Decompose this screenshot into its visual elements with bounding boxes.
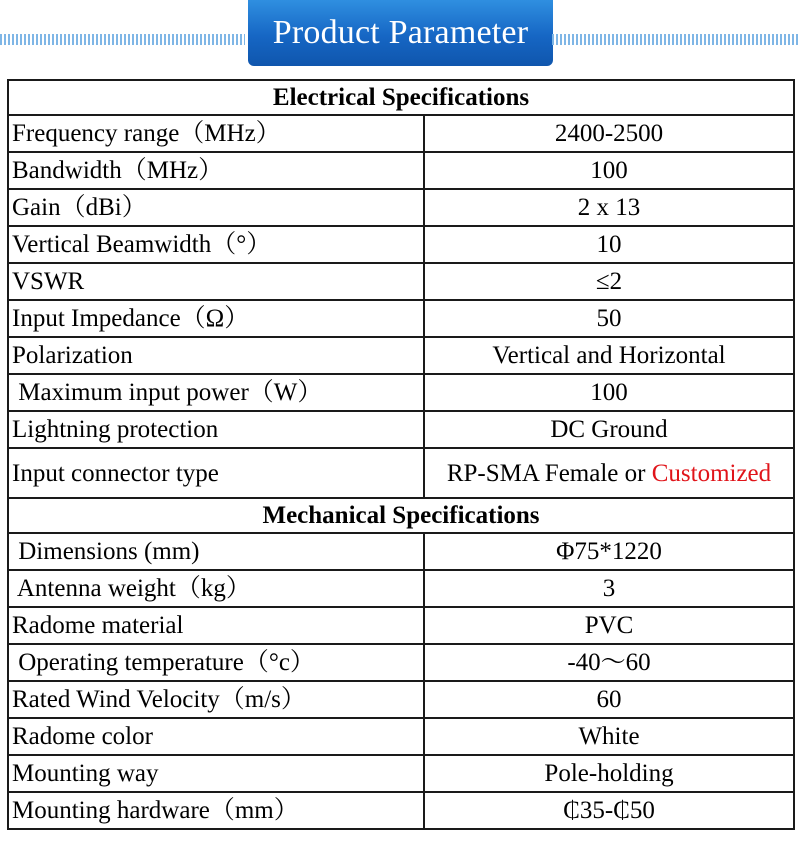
spec-value: 100: [424, 374, 794, 411]
spec-value: 3: [424, 570, 794, 607]
spec-label: Polarization: [8, 337, 424, 374]
spec-label: Input connector type: [8, 448, 424, 498]
spec-label: Maximum input power（W）: [8, 374, 424, 411]
decorative-stripes-right: [552, 34, 800, 45]
spec-value: 60: [424, 681, 794, 718]
spec-value: DC Ground: [424, 411, 794, 448]
title-box: [248, 0, 553, 66]
spec-label: Bandwidth（MHz）: [8, 152, 424, 189]
table-row: [8, 300, 794, 337]
spec-value: ₵35-₵50: [424, 792, 794, 829]
spec-label: Mounting hardware（mm）: [8, 792, 424, 829]
table-row: [8, 189, 794, 226]
table-row: [8, 718, 794, 755]
spec-label: Rated Wind Velocity（m/s）: [8, 681, 424, 718]
table-row: [8, 755, 794, 792]
section-header-mechanical: [8, 498, 794, 533]
spec-value: 50: [424, 300, 794, 337]
spec-value: -40～60: [424, 644, 794, 681]
spec-value: Pole-holding: [424, 755, 794, 792]
spec-table: [7, 79, 795, 830]
table-row: [8, 226, 794, 263]
spec-label: Mounting way: [8, 755, 424, 792]
spec-label: Radome material: [8, 607, 424, 644]
table-row: [8, 152, 794, 189]
spec-label: Gain（dBi）: [8, 189, 424, 226]
spec-label: VSWR: [8, 263, 424, 300]
decorative-stripes-left: [0, 34, 245, 45]
table-row: [8, 115, 794, 152]
table-row: [8, 411, 794, 448]
spec-value: 2400-2500: [424, 115, 794, 152]
section-heading: Mechanical Specifications: [8, 498, 794, 533]
table-row: [8, 607, 794, 644]
spec-label: Frequency range（MHz）: [8, 115, 424, 152]
table-row: [8, 681, 794, 718]
spec-value: 2 x 13: [424, 189, 794, 226]
table-row: [8, 374, 794, 411]
table-row: [8, 644, 794, 681]
spec-value: White: [424, 718, 794, 755]
table-row: [8, 337, 794, 374]
spec-label: Vertical Beamwidth（°）: [8, 226, 424, 263]
table-row: [8, 263, 794, 300]
spec-value: PVC: [424, 607, 794, 644]
spec-value: ≤2: [424, 263, 794, 300]
customized-highlight: Customized: [651, 459, 772, 487]
section-heading: Electrical Specifications: [8, 80, 794, 115]
table-row: [8, 570, 794, 607]
spec-value: [424, 448, 794, 498]
spec-value: Vertical and Horizontal: [424, 337, 794, 374]
spec-value: 100: [424, 152, 794, 189]
table-row: [8, 448, 794, 498]
connector-value-text: RP-SMA Female or: [446, 459, 652, 487]
spec-label: Antenna weight（kg）: [8, 570, 424, 607]
spec-label: Operating temperature（°c）: [8, 644, 424, 681]
spec-label: Lightning protection: [8, 411, 424, 448]
spec-label: Radome color: [8, 718, 424, 755]
section-header-electrical: [8, 80, 794, 115]
table-row: [8, 792, 794, 829]
table-row: [8, 533, 794, 570]
spec-value: Φ75*1220: [424, 533, 794, 570]
spec-label: Input Impedance（Ω）: [8, 300, 424, 337]
spec-label: Dimensions (mm): [8, 533, 424, 570]
header-banner: [0, 0, 800, 66]
page-title: Product Parameter: [272, 14, 529, 51]
spec-value: 10: [424, 226, 794, 263]
